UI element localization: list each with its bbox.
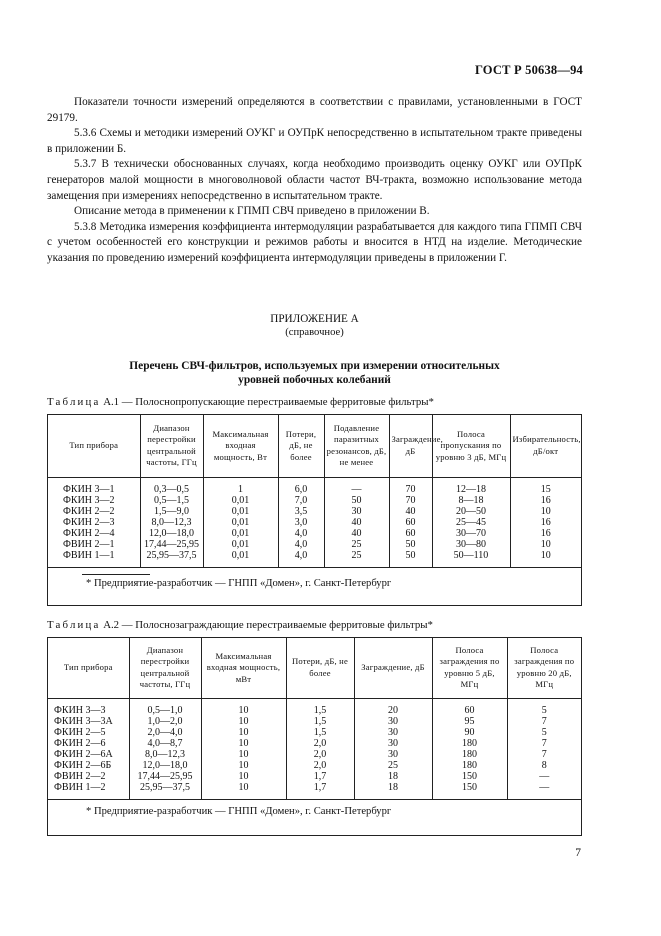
table-cell: 16 xyxy=(540,516,551,528)
table2-caption-prefix: Таблица xyxy=(47,619,101,631)
table-cell: ФВИН 2—2 xyxy=(48,771,129,782)
table-cell: 30 xyxy=(354,716,432,727)
table-cell: 70 xyxy=(389,495,432,506)
list-title-line: уровней побочных колебаний xyxy=(238,374,391,386)
table-cell: 30—70 xyxy=(432,528,510,539)
table-cell: 4,0—8,7 xyxy=(129,738,201,749)
table-cell: 0,5—1,5 xyxy=(140,495,203,506)
table-cell: 8 xyxy=(541,759,547,771)
table-cell: 2,0 xyxy=(286,749,354,760)
paragraph: 5.3.7 В технически обоснованных случаях, когда необходимо производить оценку ОУКГ или ОУПрК генераторов малой мощности в многоволновой области частот ВЧ-тракта, возможно использование метода замещения при измерениях непосредственно в испытательном тракте. xyxy=(47,158,582,202)
table-cell: ФКИН 2—3 xyxy=(48,517,140,528)
table-row xyxy=(48,727,581,738)
table-cell: 60 xyxy=(389,517,432,528)
table-cell: 60 xyxy=(389,528,432,539)
table-cell: 17,44—25,95 xyxy=(129,771,201,782)
table-cell: 0,01 xyxy=(203,506,278,517)
table1-caption xyxy=(47,396,434,408)
table-cell: 1 xyxy=(203,477,278,495)
table-cell: 50 xyxy=(389,539,432,550)
table-cell: ФКИН 2—5 xyxy=(48,727,129,738)
page-number: 7 xyxy=(575,847,581,859)
table-cell: 50—110 xyxy=(432,550,510,567)
table-cell: 3,5 xyxy=(278,506,324,517)
table-cell: ФКИН 2—2 xyxy=(48,506,140,517)
table1-caption-text: А.1 — Полоснопропускающие перестраиваемые ферритовые фильтры* xyxy=(103,396,434,408)
table1-header: Полоса пропускания по уровню 3 дБ, МГц xyxy=(432,415,510,477)
table-cell: 1,5 xyxy=(286,716,354,727)
table-cell: — xyxy=(324,477,389,495)
table-row xyxy=(48,539,581,550)
table2-footnote xyxy=(48,799,581,835)
table1-caption-prefix: Таблица xyxy=(47,396,101,408)
paragraph: Показатели точности измерений определяются в соответствии с правилами, установленными в ГОСТ 29179. xyxy=(47,96,582,124)
table-cell: 2,0—4,0 xyxy=(129,727,201,738)
table-cell: 25,95—37,5 xyxy=(129,782,201,799)
table-cell: 180 xyxy=(432,738,507,749)
table-cell: 1,0—2,0 xyxy=(129,716,201,727)
table-cell: 10 xyxy=(540,549,551,561)
table-cell: 5 xyxy=(541,704,547,716)
table-cell: 1,7 xyxy=(286,771,354,782)
table-row xyxy=(48,738,581,749)
table1-header: Тип прибора xyxy=(48,415,140,477)
table-cell: 10 xyxy=(201,716,286,727)
table-cell: ФВИН 1—2 xyxy=(48,782,129,799)
table-cell: 10 xyxy=(201,771,286,782)
table-cell: 20 xyxy=(354,698,432,716)
table2-header: Максимальная входная мощность, мВт xyxy=(201,638,286,698)
footnote-text: * Предприятие-разработчик — ГНПП «Домен», г. Санкт-Петербург xyxy=(86,805,392,817)
table-row xyxy=(48,771,581,782)
table-cell: 15 xyxy=(540,483,551,495)
table-cell: 4,0 xyxy=(278,528,324,539)
table-cell: 0,01 xyxy=(203,539,278,550)
table-cell: 10 xyxy=(201,698,286,716)
table-cell: 30 xyxy=(354,749,432,760)
footnote-rule xyxy=(82,574,150,575)
table-cell: 10 xyxy=(201,760,286,771)
table-cell: 0,5—1,0 xyxy=(129,698,201,716)
table-cell: 8,0—12,3 xyxy=(129,749,201,760)
table-cell: 20—50 xyxy=(432,506,510,517)
table2 xyxy=(47,637,582,836)
table-cell: 0,01 xyxy=(203,517,278,528)
table-cell: 8,0—12,3 xyxy=(140,517,203,528)
list-title-line: Перечень СВЧ-фильтров, используемых при измерении относительных xyxy=(129,360,500,372)
table-cell: ФКИН 3—2 xyxy=(48,495,140,506)
table-cell: 10 xyxy=(201,727,286,738)
appendix-title: ПРИЛОЖЕНИЕ А xyxy=(270,313,359,325)
table-cell: 1,5 xyxy=(286,698,354,716)
table-cell: ФКИН 2—6 xyxy=(48,738,129,749)
table-cell: 16 xyxy=(540,527,551,539)
table1 xyxy=(47,414,582,606)
table1-header: Максимальная входная мощность, Вт xyxy=(203,415,278,477)
table-cell: 1,5 xyxy=(286,727,354,738)
table-cell: 6,0 xyxy=(278,477,324,495)
table-row xyxy=(48,517,581,528)
table-cell: 180 xyxy=(432,749,507,760)
table2-header: Заграждение, дБ xyxy=(354,638,432,698)
table1-header: Подавление паразитных резонансов, дБ, не менее xyxy=(324,415,389,477)
appendix-heading xyxy=(47,313,582,387)
table-cell: 90 xyxy=(432,727,507,738)
table-cell: 150 xyxy=(432,782,507,799)
table-cell: 10 xyxy=(201,782,286,799)
table-cell: 17,44—25,95 xyxy=(140,539,203,550)
table-cell: 1,7 xyxy=(286,782,354,799)
table-cell: ФКИН 3—3А xyxy=(48,716,129,727)
table-row xyxy=(48,760,581,771)
table-cell: 25 xyxy=(324,550,389,567)
appendix-subtitle: (справочное) xyxy=(285,327,344,338)
table-cell: 180 xyxy=(432,760,507,771)
table2-header: Диапазон перестройки центральной частоты, ГГц xyxy=(129,638,201,698)
table-cell: 5 xyxy=(541,726,547,738)
table-cell: ФКИН 2—6Б xyxy=(48,760,129,771)
table-cell: — xyxy=(539,770,550,782)
table2-caption-text: А.2 — Полоснозаграждающие перестраиваемые ферритовые фильтры* xyxy=(103,619,433,631)
table-cell: 30 xyxy=(354,727,432,738)
table-cell: 10 xyxy=(540,538,551,550)
table-cell: 16 xyxy=(540,494,551,506)
table-cell: 7 xyxy=(541,715,547,727)
table-cell: 0,01 xyxy=(203,495,278,506)
table-cell: 25,95—37,5 xyxy=(140,550,203,567)
paragraph: 5.3.8 Методика измерения коэффициента интермодуляции разрабатывается для каждого типа ГПМП СВЧ с учетом особенностей его конструкции и режимов работы и вносится в НТД на изделие. Методические указания по проведению измерений коэффициента интермодуляции приведены в приложении Г. xyxy=(47,220,582,264)
table-row xyxy=(48,506,581,517)
table-cell: 50 xyxy=(389,550,432,567)
table-cell: 40 xyxy=(389,506,432,517)
table-cell: 10 xyxy=(201,738,286,749)
table-cell: — xyxy=(539,781,550,793)
table-cell: 10 xyxy=(201,749,286,760)
table-cell: 30 xyxy=(354,738,432,749)
table-row xyxy=(48,716,581,727)
table-cell: 3,0 xyxy=(278,517,324,528)
table-cell: 95 xyxy=(432,716,507,727)
table-cell: 70 xyxy=(389,477,432,495)
table-cell: 4,0 xyxy=(278,539,324,550)
table-cell: 2,0 xyxy=(286,760,354,771)
table1-header: Диапазон перестройки центральной частоты, ГГц xyxy=(140,415,203,477)
table-cell: 18 xyxy=(354,771,432,782)
table-cell: 12,0—18,0 xyxy=(129,760,201,771)
table-cell: 2,0 xyxy=(286,738,354,749)
table-cell: ФКИН 2—4 xyxy=(48,528,140,539)
table2-header: Полоса заграждения по уровню 20 дБ, МГц xyxy=(507,638,581,698)
body-text xyxy=(47,95,582,267)
table-cell: 40 xyxy=(324,528,389,539)
table-cell: 4,0 xyxy=(278,550,324,567)
table-cell: 30 xyxy=(324,506,389,517)
table-row xyxy=(48,528,581,539)
table-cell: ФКИН 2—6А xyxy=(48,749,129,760)
footnote-text: * Предприятие-разработчик — ГНПП «Домен», г. Санкт-Петербург xyxy=(86,577,392,589)
table-cell: 150 xyxy=(432,771,507,782)
paragraph: 5.3.6 Схемы и методики измерений ОУКГ и ОУПрК непосредственно в испытательном тракте приведены в приложении Б. xyxy=(47,127,582,155)
table-cell: 25 xyxy=(324,539,389,550)
table-cell: ФВИН 2—1 xyxy=(48,539,140,550)
table-cell: 12—18 xyxy=(432,477,510,495)
table-cell: 8—18 xyxy=(432,495,510,506)
table-cell: 0,3—0,5 xyxy=(140,477,203,495)
table1-header: Заграждение, дБ xyxy=(389,415,432,477)
table-cell: 10 xyxy=(540,505,551,517)
table-cell: ФВИН 1—1 xyxy=(48,550,140,567)
table2-caption xyxy=(47,619,433,631)
table-row xyxy=(48,550,581,567)
table-row xyxy=(48,698,581,716)
document-header: ГОСТ Р 50638—94 xyxy=(474,63,583,77)
table1-header: Избирательность, дБ/окт xyxy=(510,415,581,477)
paragraph: Описание метода в применении к ГПМП СВЧ приведено в приложении В. xyxy=(74,205,430,218)
table-cell: 30—80 xyxy=(432,539,510,550)
table2-header: Полоса заграждения по уровню 5 дБ, МГц xyxy=(432,638,507,698)
table-cell: 7 xyxy=(541,748,547,760)
table-cell: 50 xyxy=(324,495,389,506)
table2-header: Тип прибора xyxy=(48,638,129,698)
table-cell: 60 xyxy=(432,698,507,716)
table-cell: 1,5—9,0 xyxy=(140,506,203,517)
table2-header: Потери, дБ, не более xyxy=(286,638,354,698)
table1-header: Потери, дБ, не более xyxy=(278,415,324,477)
table-cell: 25 xyxy=(354,760,432,771)
table-cell: 0,01 xyxy=(203,550,278,567)
table-cell: 7 xyxy=(541,737,547,749)
table-cell: 12,0—18,0 xyxy=(140,528,203,539)
table1-footnote xyxy=(48,567,581,605)
table-cell: 40 xyxy=(324,517,389,528)
table-cell: 18 xyxy=(354,782,432,799)
table-cell: 0,01 xyxy=(203,528,278,539)
list-title xyxy=(47,359,582,387)
table-row xyxy=(48,782,581,799)
table-row xyxy=(48,495,581,506)
table-cell: 25—45 xyxy=(432,517,510,528)
table-cell: ФКИН 3—3 xyxy=(48,698,129,716)
table-row xyxy=(48,749,581,760)
table-cell: ФКИН 3—1 xyxy=(48,477,140,495)
table-row xyxy=(48,477,581,495)
table-cell: 7,0 xyxy=(278,495,324,506)
